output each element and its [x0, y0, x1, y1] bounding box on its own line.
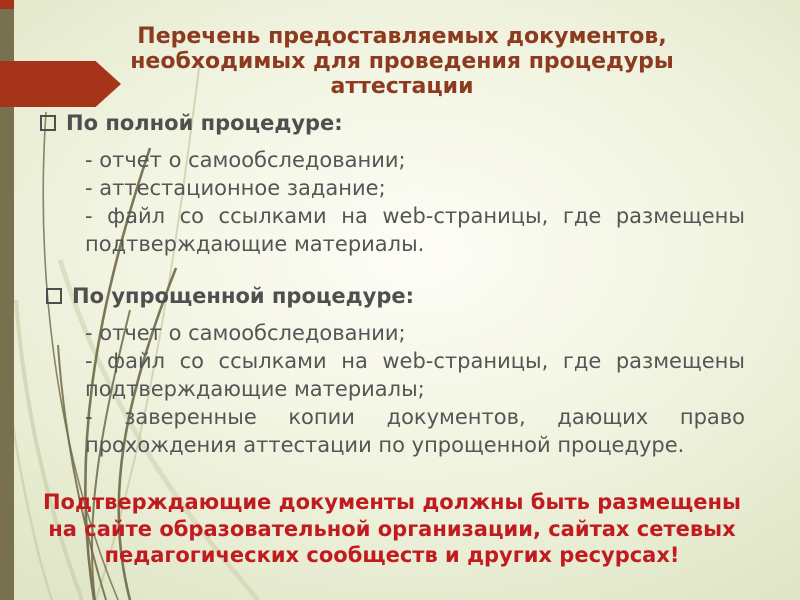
footer-note-line: на сайте образовательной организации, сайтах сетевых — [48, 516, 736, 541]
list-item: подтверждающие материалы. — [85, 232, 425, 256]
list-item: прохождения аттестации по упрощенной процедуре. — [85, 433, 685, 457]
slide-title-line: Перечень предоставляемых документов, — [137, 24, 667, 49]
list-item: - заверенные копии документов, дающих право — [85, 405, 745, 429]
section-items — [85, 319, 745, 459]
list-item: - аттестационное задание; — [85, 176, 386, 200]
section-heading — [40, 283, 752, 309]
section-heading — [40, 110, 752, 136]
section-heading-label: По упрощенной процедуре: — [72, 284, 414, 308]
section-simplified-procedure — [40, 283, 752, 459]
footer-note-line: педагогических сообществ и других ресурсах! — [104, 543, 680, 567]
section-heading-label: По полной процедуре: — [66, 111, 343, 135]
top-left-red-block — [0, 0, 14, 9]
list-item: - файл со ссылками на web-страницы, где размещены — [85, 349, 745, 373]
checkbox-bullet-icon — [40, 115, 56, 131]
list-item: - отчет о самообследовании; — [85, 321, 406, 345]
footer-note — [20, 489, 764, 569]
list-item: - файл со ссылками на web-страницы, где размещены — [85, 204, 745, 228]
right-arrow-icon — [0, 61, 121, 107]
section-items — [85, 146, 745, 258]
list-item: - отчет о самообследовании; — [85, 148, 406, 172]
section-full-procedure — [40, 110, 752, 258]
slide-title-line: аттестации — [330, 74, 474, 99]
slide-title-line: необходимых для проведения процедуры — [130, 49, 674, 74]
footer-note-line: Подтверждающие документы должны быть размещены — [42, 490, 741, 514]
checkbox-bullet-icon — [46, 288, 62, 304]
list-item: подтверждающие материалы; — [85, 377, 425, 401]
slide-title — [112, 24, 692, 99]
